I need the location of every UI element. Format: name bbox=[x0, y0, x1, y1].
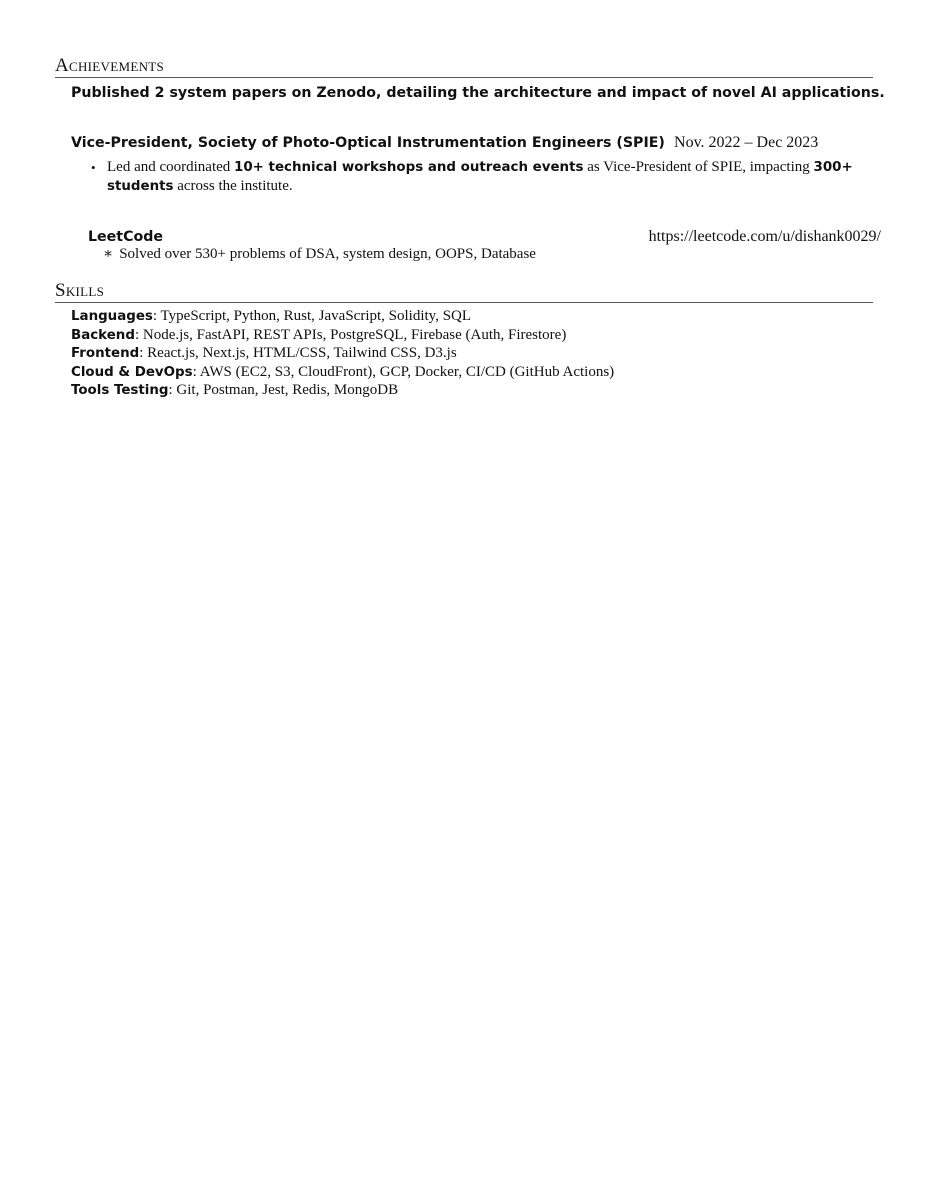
bullet-bold-2: 300+ students bbox=[107, 160, 853, 194]
role-bullet-text bbox=[107, 158, 877, 196]
leetcode-item-text: Solved over 530+ problems of DSA, system design, OOPS, Database bbox=[119, 246, 536, 262]
skill-value: : TypeScript, Python, Rust, JavaScript, Solidity, SQL bbox=[152, 308, 472, 324]
published-papers-line: Published 2 system papers on Zenodo, detailing the architecture and impact of novel AI applications. bbox=[71, 85, 885, 101]
bullet-text-3: across the institute. bbox=[173, 178, 293, 194]
bullet-text-2: as Vice-President of SPIE, impacting bbox=[583, 159, 814, 175]
bullet-dot-icon: • bbox=[91, 160, 96, 175]
role-title: Vice-President, Society of Photo-Optical Instrumentation Engineers (SPIE) bbox=[71, 135, 665, 151]
skill-row-frontend bbox=[71, 344, 614, 363]
skill-label: Languages bbox=[71, 309, 153, 324]
bullet-text-1: Led and coordinated bbox=[107, 159, 235, 175]
skill-value: : AWS (EC2, S3, CloudFront), GCP, Docker, CI/CD (GitHub Actions) bbox=[192, 363, 615, 380]
skills-list bbox=[71, 307, 614, 400]
leetcode-url-link[interactable]: https://leetcode.com/u/dishank0029/ bbox=[648, 228, 881, 245]
leetcode-title: LeetCode bbox=[88, 229, 164, 245]
skill-row-backend bbox=[71, 326, 614, 345]
skill-label: Backend bbox=[71, 327, 135, 343]
skills-heading: Skills bbox=[55, 281, 873, 303]
leetcode-item bbox=[103, 245, 536, 263]
skill-label: Cloud & DevOps bbox=[71, 364, 193, 380]
skill-value: : Node.js, FastAPI, REST APIs, PostgreSQL, Firebase (Auth, Firestore) bbox=[134, 326, 567, 343]
skill-label: Tools Testing bbox=[71, 383, 169, 398]
achievements-heading: Achievements bbox=[55, 56, 873, 78]
role-entry bbox=[71, 133, 871, 152]
skill-row-languages bbox=[71, 307, 614, 326]
skill-label: Frontend bbox=[71, 346, 140, 361]
bullet-bold-1: 10+ technical workshops and outreach events bbox=[234, 160, 584, 175]
skill-value: : Git, Postman, Jest, Redis, MongoDB bbox=[168, 382, 399, 398]
role-dates: Nov. 2022 – Dec 2023 bbox=[674, 134, 819, 151]
skill-row-cloud-devops bbox=[71, 363, 614, 382]
asterisk-icon: ∗ bbox=[103, 246, 114, 262]
skill-value: : React.js, Next.js, HTML/CSS, Tailwind CSS, D3.js bbox=[139, 345, 457, 361]
skill-row-tools-testing bbox=[71, 381, 614, 400]
